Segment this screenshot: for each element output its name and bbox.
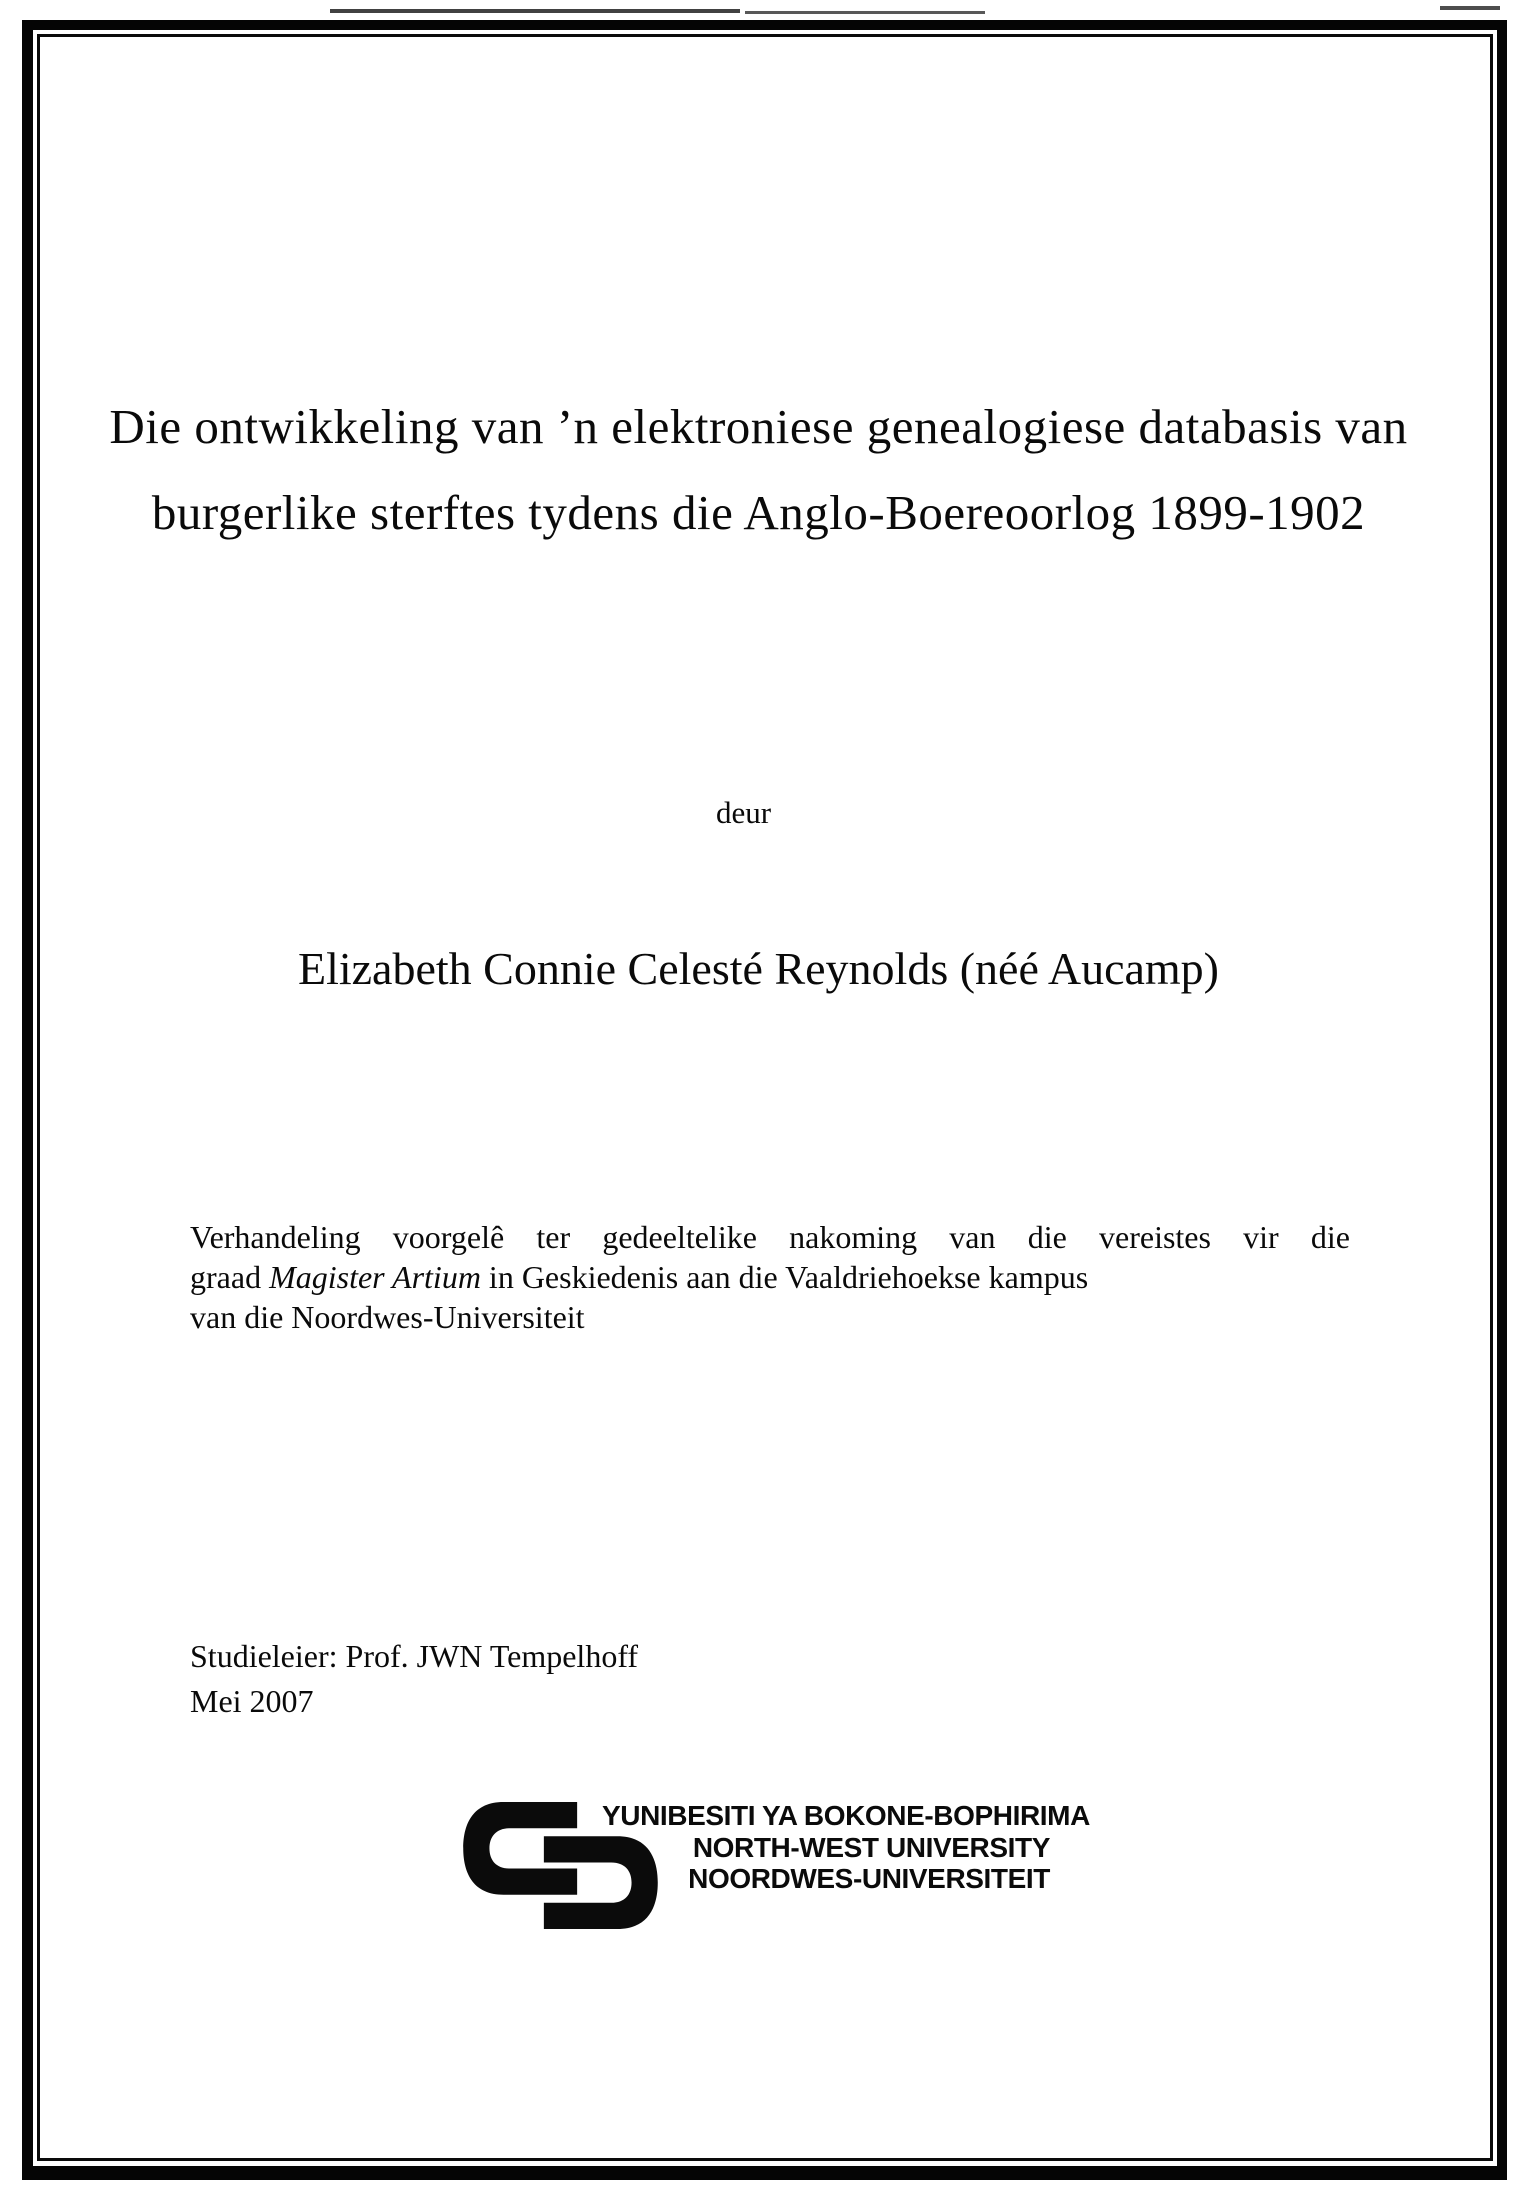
supervisor-line: Studieleier: Prof. JWN Tempelhoff bbox=[190, 1638, 639, 1674]
declaration-line-3: van die Noordwes-Universiteit bbox=[190, 1299, 585, 1335]
university-logo-text bbox=[602, 1800, 1090, 1895]
author-name: Elizabeth Connie Celesté Reynolds (néé Aucamp) bbox=[297, 943, 1219, 994]
declaration-line-2-suffix: in Geskiedenis aan die Vaaldriehoekse kampus bbox=[480, 1259, 1089, 1295]
declaration-line-2-prefix: graad bbox=[190, 1259, 270, 1295]
thesis-title bbox=[90, 384, 1427, 556]
date-line: Mei 2007 bbox=[190, 1683, 314, 1719]
supervisor-and-date bbox=[190, 1634, 638, 1724]
byline-preposition: deur bbox=[715, 795, 772, 830]
scan-artifact bbox=[330, 9, 740, 13]
logo-text-afrikaans: NOORDWES-UNIVERSITEIT bbox=[688, 1863, 1050, 1894]
scan-artifact bbox=[745, 11, 985, 14]
logo-text-setswana: YUNIBESITI YA BOKONE-BOPHIRIMA bbox=[602, 1800, 1090, 1831]
declaration-line-1: Verhandeling voorgelê ter gedeeltelike nakoming van die vereistes vir die bbox=[190, 1219, 1350, 1255]
thesis-title-line-1: Die ontwikkeling van ’n elektroniese genealogiese databasis van bbox=[109, 399, 1408, 454]
logo-text-english: NORTH-WEST UNIVERSITY bbox=[692, 1831, 1050, 1863]
university-logo bbox=[462, 1798, 1090, 1933]
thesis-title-line-2: burgerlike sterftes tydens die Anglo-Boereoorlog 1899-1902 bbox=[151, 485, 1366, 540]
declaration-line-2 bbox=[190, 1257, 1350, 1297]
degree-declaration bbox=[190, 1217, 1350, 1337]
scan-artifact bbox=[1440, 6, 1500, 10]
degree-name-italic: Magister Artium bbox=[269, 1259, 481, 1295]
